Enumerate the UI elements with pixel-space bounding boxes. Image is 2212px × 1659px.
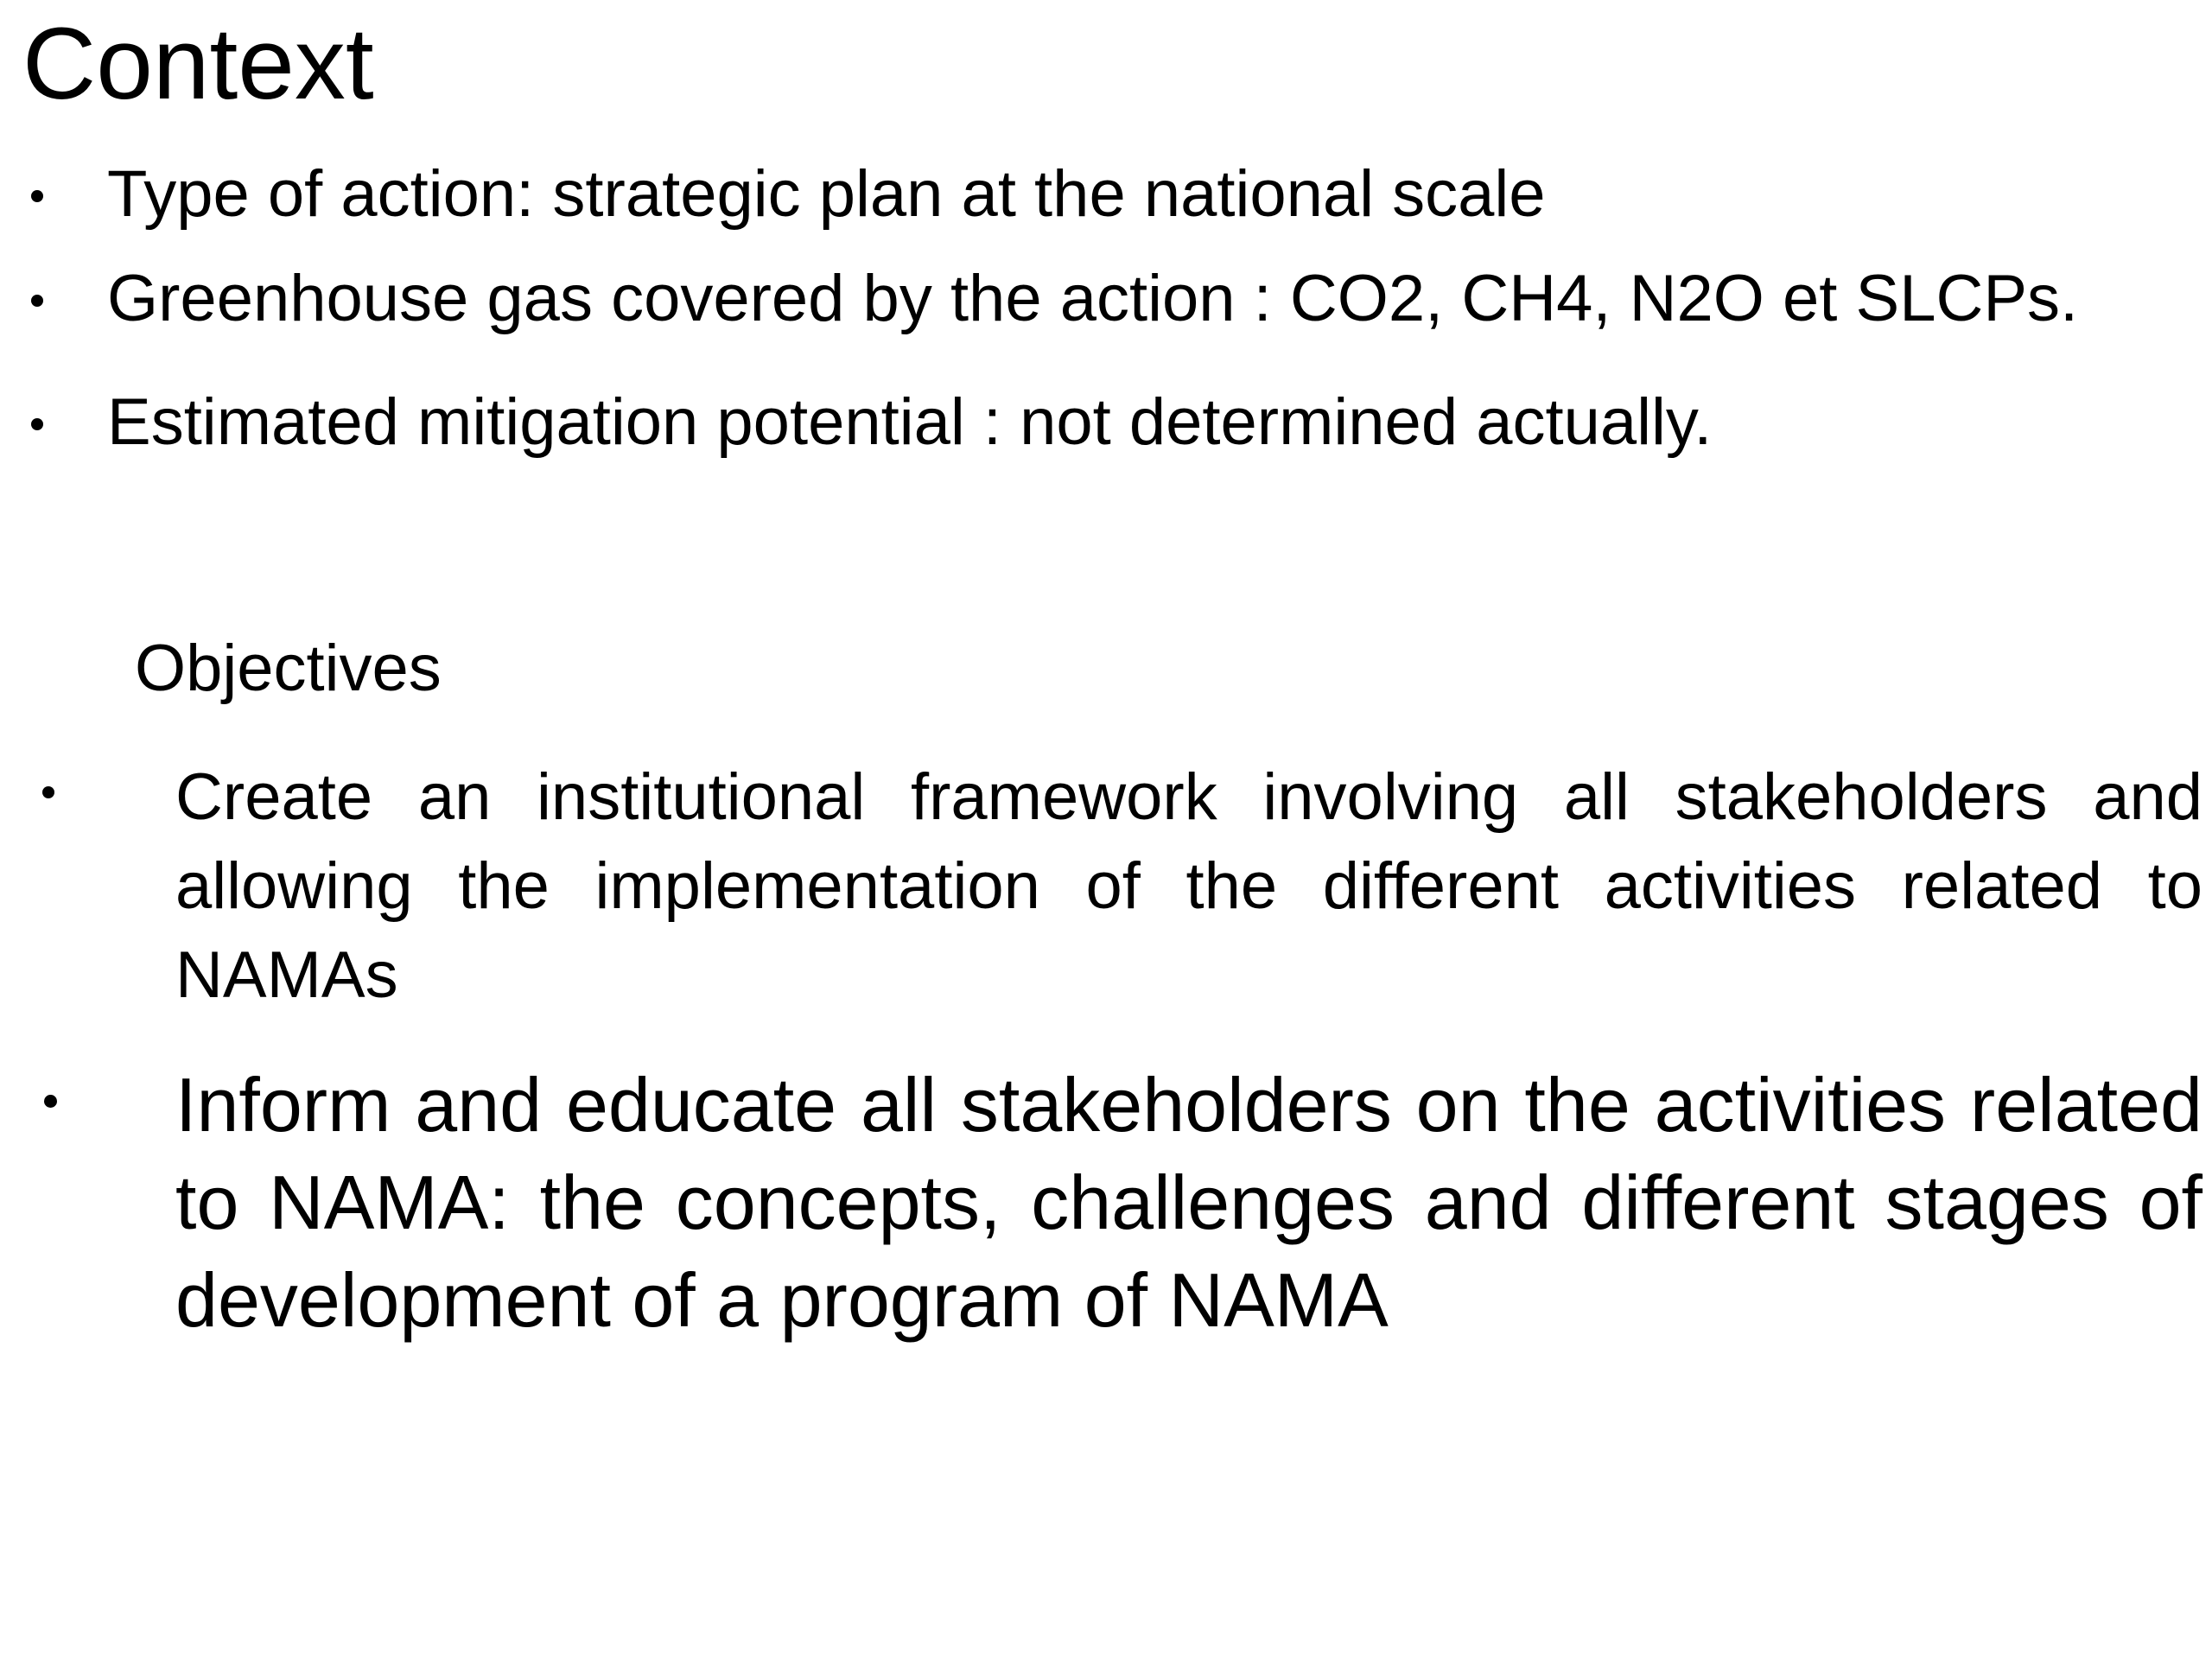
- bullet-icon: [31, 418, 43, 430]
- objectives-heading: Objectives: [135, 632, 442, 705]
- bullet-icon: [44, 1095, 57, 1108]
- context-item-text: Estimated mitigation potential : not determined actually.: [107, 385, 1713, 459]
- objective-item-text: Inform and educate all stakeholders on the activities related to NAMA: the concepts, challenges and different stages of development of a program of NAMA: [175, 1062, 2202, 1343]
- bullet-icon: [31, 190, 43, 202]
- bullet-icon: [42, 786, 54, 798]
- context-item-text: Type of action: strategic plan at the national scale: [107, 157, 1546, 231]
- objective-item-text: Create an institutional framework involving all stakeholders and allowing the implementation of the different activities related to NAMAs: [175, 760, 2202, 1012]
- context-item-text: Greenhouse gas covered by the action : CO2, CH4, N2O et SLCPs.: [107, 262, 2079, 335]
- slide-title: Context: [22, 7, 374, 121]
- bullet-icon: [31, 295, 43, 307]
